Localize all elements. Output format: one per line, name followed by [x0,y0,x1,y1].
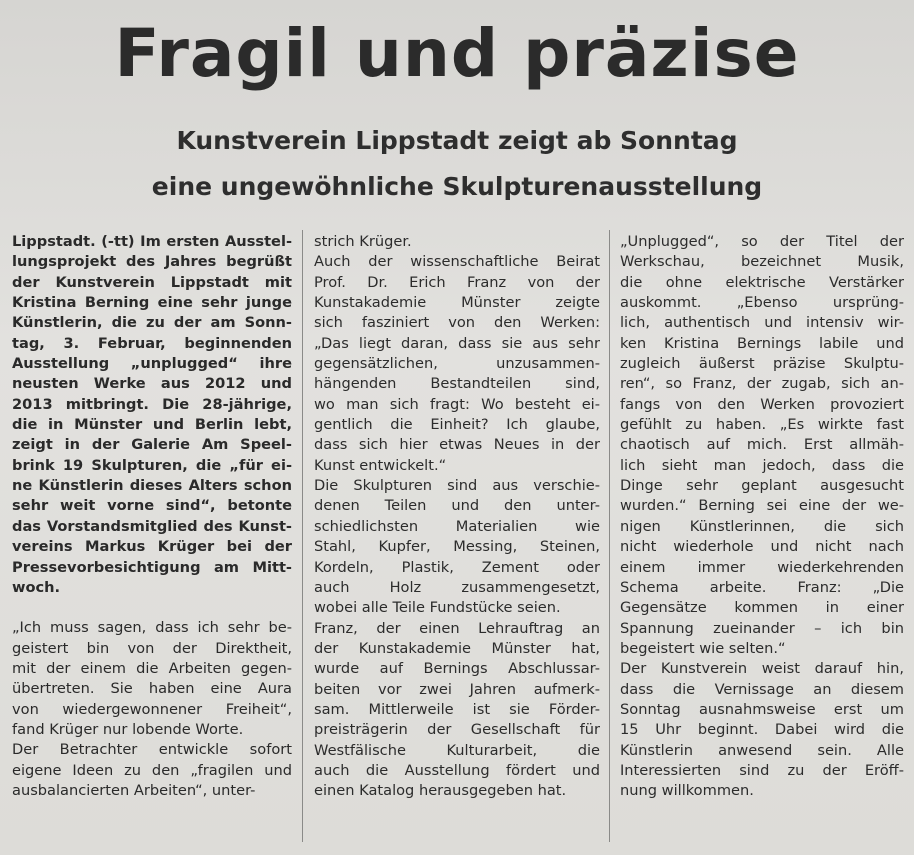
text-line: woch. [12,578,61,596]
text-line: Dinge sehr geplant ausgesucht [620,477,904,495]
text-line: chaotisch auf mich. Erst allmäh- [620,436,904,454]
text-line: dass sich hier etwas Neues in der [314,436,600,454]
text-line: ken Kristina Bernings labile und [620,334,904,352]
text-line: das Vorstandsmitglied des Kunst- [12,517,292,535]
text-line: sam. Mittlerweile ist sie Förder- [314,700,600,718]
text-line: ne Künstlerin dieses Alters schon [12,477,292,495]
text-line: der Kunstverein Lippstadt mit [12,273,292,291]
text-line: übertreten. Sie haben eine Aura [12,680,292,698]
text-line: nung willkommen. [620,782,754,800]
text-line: begeistert wie selten.“ [620,639,786,657]
text-line: Ausstellung „unplugged“ ihre [12,355,292,373]
text-line: wurden.“ Berning sei eine der we- [620,497,904,515]
text-line: eigene Ideen zu den „fragilen und [12,761,292,779]
text-line: einem immer wiederkehrenden [620,558,904,576]
text-line: schiedlichsten Materialien wie [314,517,600,535]
subheadline-line-2: eine ungewöhnliche Skulpturenausstellung [151,172,763,201]
text-line: ausbalancierten Arbeiten“, unter- [12,781,256,799]
text-line: von wiedergewonnener Freiheit“, [12,700,292,718]
text-line: nigen Künstlerinnen, die sich [620,517,904,535]
text-line: 15 Uhr beginnt. Dabei wird die [620,721,904,739]
text-line: fand Krüger nur lobende Worte. [12,720,244,738]
text-line: brink 19 Skulpturen, die „für ei- [12,456,292,474]
text-line: die ohne elektrische Verstärker [620,273,904,291]
text-line: Auch der wissenschaftliche Beirat [314,253,600,271]
text-line: gentlich die Einheit? Ich glaube, [314,416,600,434]
text-line: zugleich äußerst präzise Skulptu- [620,355,904,373]
article-column-1 [12,232,292,801]
text-line: Kordeln, Plastik, Zement oder [314,558,600,576]
text-line: tag, 3. Februar, beginnenden [12,334,292,352]
text-line: „Das liegt daran, dass sie aus sehr [314,334,600,352]
text-line: Interessierten sind zu der Eröff- [620,761,904,779]
text-line: Der Kunstverein weist darauf hin, [620,660,904,678]
paragraph-gap [12,598,292,618]
text-line: vereins Markus Krüger bei der [12,538,292,556]
text-line: mit der einem die Arbeiten gegen- [12,659,292,677]
body-paragraph [12,618,292,801]
text-line: auch die Ausstellung fördert und [314,761,600,779]
text-line: strich Krüger. [314,233,412,250]
text-line: Kunstakademie Münster zeigte [314,294,600,312]
text-line: fangs von den Werken provoziert [620,395,904,413]
text-line: auskommt. „Ebenso ursprüng- [620,294,904,312]
text-line: Kristina Berning eine sehr junge [12,294,292,312]
text-line: „Unplugged“, so der Titel der [620,233,904,250]
text-line: wobei alle Teile Fundstücke seien. [314,599,561,617]
text-line: Die Skulpturen sind aus verschie- [314,477,600,495]
text-line: Pressevorbesichtigung am Mitt- [12,558,292,576]
text-line: auch Holz zusammengesetzt, [314,578,600,596]
headline: Fragil und präzise [114,15,800,92]
text-line: nicht wiederhole und nicht nach [620,538,904,556]
article-column-2 [314,232,600,802]
text-line: Sonntag ausnahmsweise erst um [620,700,904,718]
text-line: preisträgerin der Gesellschaft für [314,721,600,739]
text-line: sehr weit vorne sind“, betonte [12,497,292,515]
text-line: denen Teilen und den unter- [314,497,600,515]
text-line: Spannung zueinander – ich bin [620,619,904,637]
text-line: ren“, so Franz, der zugab, sich an- [620,375,904,393]
text-line: geistert bin von der Direktheit, [12,639,292,657]
text-line: hängenden Bestandteilen sind, [314,375,600,393]
text-line: wurde auf Bernings Abschlussar- [314,660,600,678]
subheadline-line-1: Kunstverein Lippstadt zeigt ab Sonntag [176,126,738,155]
text-line: 2013 mitbringt. Die 28-jährige, [12,395,292,413]
text-line: sich fasziniert von den Werken: [314,314,600,332]
text-line: Westfälische Kulturarbeit, die [314,741,600,759]
text-line: der Kunstakademie Münster hat, [314,639,600,657]
text-line: die in Münster und Berlin lebt, [12,416,292,434]
text-line: Der Betrachter entwickle sofort [12,741,292,759]
text-line: dass die Vernissage an diesem [620,680,904,698]
text-line: „Ich muss sagen, dass ich sehr be- [12,619,292,637]
text-line: gegensätzlichen, unzusammen- [314,355,600,373]
column-divider [302,230,303,842]
text-line: Kunst entwickelt.“ [314,456,447,474]
lead-paragraph [12,232,292,598]
text-line: wo man sich fragt: Wo besteht ei- [314,395,600,413]
text-line: Künstlerin, die zu der am Sonn- [12,314,292,332]
text-line: Franz, der einen Lehrauftrag an [314,619,600,637]
column-divider [609,230,610,842]
text-line: Lippstadt. (-tt) Im ersten Ausstel- [12,233,292,250]
text-line: Gegensätze kommen in einer [620,599,904,617]
text-line: einen Katalog herausgegeben hat. [314,782,567,800]
text-line: Künstlerin anwesend sein. Alle [620,741,904,759]
text-line: lich, authentisch und intensiv wir- [620,314,904,332]
text-line: gefühlt zu haben. „Es wirkte fast [620,416,904,434]
text-line: lungsprojekt des Jahres begrüßt [12,253,292,271]
text-line: Prof. Dr. Erich Franz von der [314,273,600,291]
text-line: Stahl, Kupfer, Messing, Steinen, [314,538,600,556]
text-line: neusten Werke aus 2012 und [12,375,292,393]
article-column-3 [620,232,904,802]
text-line: lich sieht man jedoch, dass die [620,456,904,474]
text-line: Schema arbeite. Franz: „Die [620,578,904,596]
text-line: Werkschau, bezeichnet Musik, [620,253,904,271]
text-line: zeigt in der Galerie Am Speel- [12,436,292,454]
text-line: beiten vor zwei Jahren aufmerk- [314,680,600,698]
